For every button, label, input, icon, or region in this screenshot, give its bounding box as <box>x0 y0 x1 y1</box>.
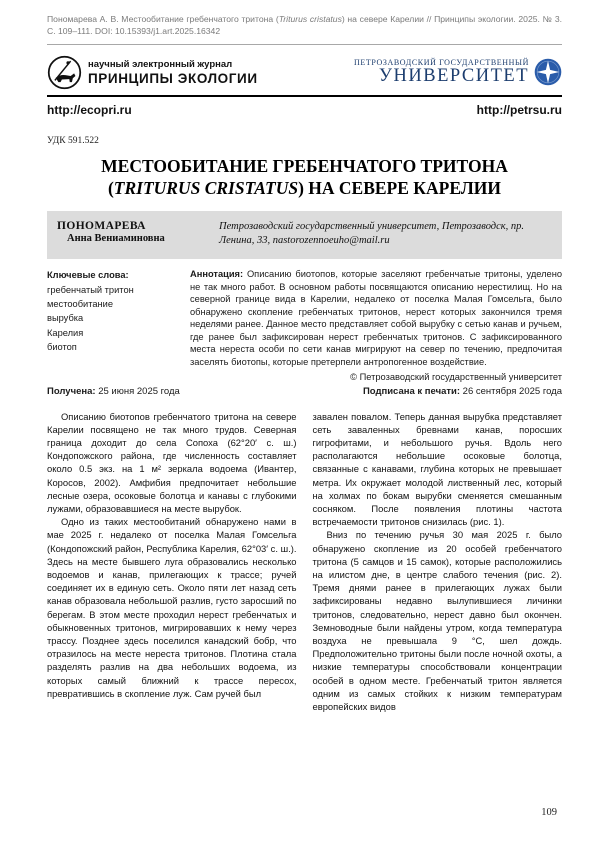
citation-header <box>47 14 562 37</box>
journal-name: ПРИНЦИПЫ ЭКОЛОГИИ <box>88 71 258 86</box>
received-label: Получена: <box>47 385 96 397</box>
keywords-abstract-block <box>47 268 562 368</box>
university-name-top: ПЕТРОЗАВОДСКИЙ ГОСУДАРСТВЕННЫЙ <box>354 58 529 68</box>
affiliation-text: Петрозаводский государственный университет, Петрозаводск, пр. Ленина, 33, <box>219 220 525 247</box>
author-given-name: Анна Вениаминовна <box>67 232 165 244</box>
journal-url-link[interactable]: http://ecopri.ru <box>47 103 132 117</box>
citation-suffix: ) на севере Карелии // Принципы экологии. 2025. № 3. С. 109–111. DOI: 10.15393/j1.art.2025.16342 <box>47 14 562 36</box>
copyright-line: © Петрозаводский государственный университет <box>350 371 562 382</box>
body-paragraph: Вниз по течению ручья 30 мая 2025 г. было обнаружено скопление из 20 особей гребенчатого тритона (5 самцов и 15 самок), которые расположились на илистом дне, в центре слабого течения (рис. 2). Тремя днями ранее в прилегающих лужах были зафиксированы недавно вылупившиеся личинки тритонов, следовательно, нерест давно был окончен. Земноводные были найдены утром, когда температура воздуха не превышала 9 °С, шел дождь. Предположительно тритоны были после ночной охоты, а низкие температуры способствовали концентрации особей в одном месте. Гребенчатый тритон является одним из самых стойких к низким температурам европейских видов <box>312 529 562 712</box>
author-block <box>47 211 562 259</box>
dates-row <box>47 386 562 397</box>
keyword-item: местообитание <box>47 298 114 309</box>
university-url-link[interactable]: http://petrsu.ru <box>476 103 562 117</box>
udc-code: УДК 591.522 <box>47 136 99 146</box>
keyword-item: Карелия <box>47 327 84 338</box>
signed-value: 26 сентября 2025 года <box>460 385 562 397</box>
keyword-item: вырубка <box>47 313 84 324</box>
keywords-column <box>47 268 190 368</box>
title-species-italic: TRITURUS CRISTATUS <box>113 178 299 199</box>
title-text: МЕСТООБИТАНИЕ ГРЕБЕНЧАТОГО ТРИТОНА ( <box>101 156 508 199</box>
citation-species-italic: Triturus cristatus <box>278 14 342 24</box>
received-date <box>47 386 180 397</box>
logo-band <box>47 55 562 90</box>
author-surname: ПОНОМАРЕВА <box>57 219 146 232</box>
title-suffix: ) НА СЕВЕРЕ КАРЕЛИИ <box>298 178 502 199</box>
deer-in-circle-icon <box>47 55 82 90</box>
university-emblem-icon <box>534 58 562 86</box>
abstract-text: Описанию биотопов, которые заселяют гребенчатые тритоны, уделено не так много работ. В основном работы посвящаются описанию нерестилищ. Но на северной границе вида в Карелии, недалеко от поселка Малая Гомсельга, было обнаружено скопление гребенчатых тритонов, нерест которых закончился тремя неделями ранее. Данное место представляет собой вырубку с сетью канав и ручьем, где ранее был зафиксирован нерест гребенчатых тритонов. С зафиксированного места нереста особи по сети канав мигрируют на север по течению, предпочитая заселять биотопы, которые претерпели антропогенное воздействие. <box>190 269 562 367</box>
signed-label: Подписана к печати: <box>362 385 461 397</box>
journal-tagline: научный электронный журнал <box>88 59 233 70</box>
journal-wordmark <box>88 59 258 86</box>
body-column-left <box>47 410 297 714</box>
keyword-item: биотоп <box>47 342 77 353</box>
university-wordmark <box>354 58 529 86</box>
university-name-bottom: УНИВЕРСИТЕТ <box>378 66 529 87</box>
body-paragraph: завален повалом. Теперь данная вырубка представляет сеть заваленных бревнами канав, поросших гигрофитами, и небольшого ручья. Вдоль него располагаются небольшие осоковые болотца, связанные с канавами, глубина которых не превышает метра. Их окружает молодой лиственный лес, который на холмах по бокам вырубки сменяется смешанным сосняком. После появления плотины частота встречаемости тритонов снизилась (рис. 1). <box>312 410 562 528</box>
header-divider <box>47 95 562 97</box>
author-affiliation <box>219 220 552 249</box>
body-column-right <box>313 410 563 714</box>
journal-logo <box>47 55 258 90</box>
author-email-link[interactable]: nastorozennoeuho@mail.ru <box>272 235 390 247</box>
page-number: 109 <box>541 807 557 818</box>
received-value: 25 июня 2025 года <box>95 385 180 397</box>
article-title <box>90 155 520 200</box>
body-columns <box>47 410 562 714</box>
url-row <box>47 103 562 117</box>
citation-divider <box>47 44 562 45</box>
keywords-label: Ключевые слова: <box>47 270 129 281</box>
author-name <box>57 220 205 249</box>
citation-text: Пономарева А. В. Местообитание гребенчатого тритона ( <box>47 14 279 24</box>
abstract-paragraph <box>190 268 562 368</box>
university-logo <box>354 58 562 86</box>
body-paragraph: Одно из таких местообитаний обнаружено нами в мае 2025 г. недалеко от поселка Малая Гомсельга (Кондопожский район, Республика Карелия, 62°03′ с. ш.). Здесь на месте бывшего луга образовались несколько водоемов и канав, прилегающих к трассе; ручей соединяет их в единую сеть. Около пяти лет назад сеть канав образовала небольшой разлив, густо заросший по берегам. В этом месте проходил нерест гребенчатых и обыкновенных тритонов, мигрировавших к нему через трассу. Позднее здесь поселился канадский бобр, что отразилось на месте нереста тритонов. Плотина стала разделять разлив на два небольших водоема, из которых самый ближний к трассе пересох, превратившись в скопление луж. Сам ручей был <box>47 516 297 699</box>
abstract-label: Аннотация: <box>190 269 244 280</box>
keyword-item: гребенчатый тритон <box>47 284 134 295</box>
signed-date <box>363 386 562 397</box>
abstract-column <box>190 268 562 368</box>
body-paragraph: Описанию биотопов гребенчатого тритона на севере Карелии посвящено не так много трудов. Северная граница доходит до села Сопоха (62°20′ с. ш.) Кондопожского района, где численность составляет около 0.5 экз. на 1 м² зеркала водоема (Ивантер, Коросов, 2002). Амфибия предпочитает небольшие лесные озера, осоковые болотца и канавы с глубокими лужами, образовавшиеся на месте вырубок. <box>47 410 297 514</box>
